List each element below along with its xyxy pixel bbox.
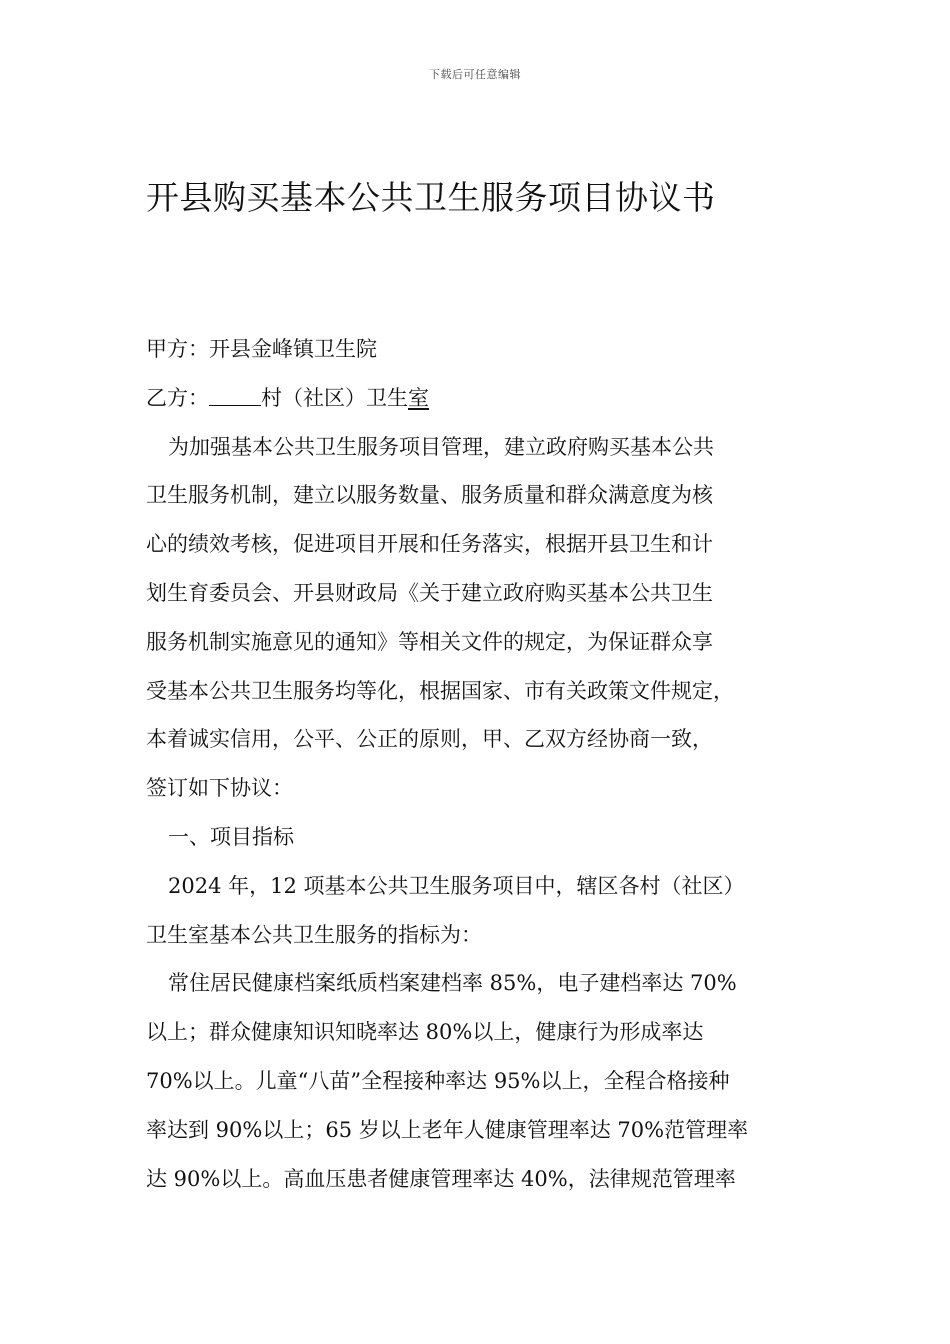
party-b-label: 乙方：: [146, 385, 209, 410]
document-title: 开县购买基本公共卫生服务项目协议书: [146, 178, 716, 217]
preamble-line: 服务机制实施意见的通知》等相关文件的规定，为保证群众享: [146, 629, 713, 654]
party-b-value: 村（社区）卫生: [261, 385, 408, 410]
preamble-line: 受基本公共卫生服务均等化，根据国家、市有关政策文件规定，: [146, 678, 734, 703]
preamble-line: 为加强基本公共卫生服务项目管理，建立政府购买基本公共: [168, 434, 714, 459]
header-note: 下载后可任意编辑: [429, 68, 521, 81]
section-detail-line: 常住居民健康档案纸质档案建档率 85%，电子建档率达 70%: [168, 971, 737, 996]
party-b-blank-field: [209, 385, 261, 406]
section-intro-line: 卫生室基本公共卫生服务的指标为：: [146, 922, 482, 947]
document-body: [146, 325, 816, 1203]
section-detail-line: 达 90%以上。高血压患者健康管理率达 40%，法律规范管理率: [146, 1166, 736, 1191]
section-heading: 一、项目指标: [168, 824, 294, 849]
section-intro-line: 2024 年，12 项基本公共卫生服务项目中，辖区各村（社区）: [168, 873, 745, 898]
party-a-line: [146, 325, 816, 374]
preamble-line: 卫生服务机制，建立以服务数量、服务质量和群众满意度为核: [146, 483, 713, 508]
section-detail-line: 70%以上。儿童“八苗”全程接种率达 95%以上，全程合格接种: [146, 1068, 730, 1093]
preamble-line: 签订如下协议：: [146, 776, 293, 801]
preamble-line: 心的绩效考核，促进项目开展和任务落实，根据开县卫生和计: [146, 532, 713, 557]
party-a-label: 甲方：: [146, 337, 209, 361]
preamble-line: 划生育委员会、开县财政局《关于建立政府购买基本公共卫生: [146, 580, 713, 605]
preamble-line: 本着诚实信用，公平、公正的原则，甲、乙双方经协商一致，: [146, 727, 713, 752]
party-b-line: [146, 374, 816, 423]
section-detail-line: 率达到 90%以上；65 岁以上老年人健康管理率达 70%范管理率: [146, 1117, 749, 1142]
party-b-value-underlined: 室: [408, 385, 429, 410]
section-detail-line: 以上；群众健康知识知晓率达 80%以上，健康行为形成率达: [146, 1020, 704, 1045]
party-a-value: 开县金峰镇卫生院: [209, 337, 377, 361]
